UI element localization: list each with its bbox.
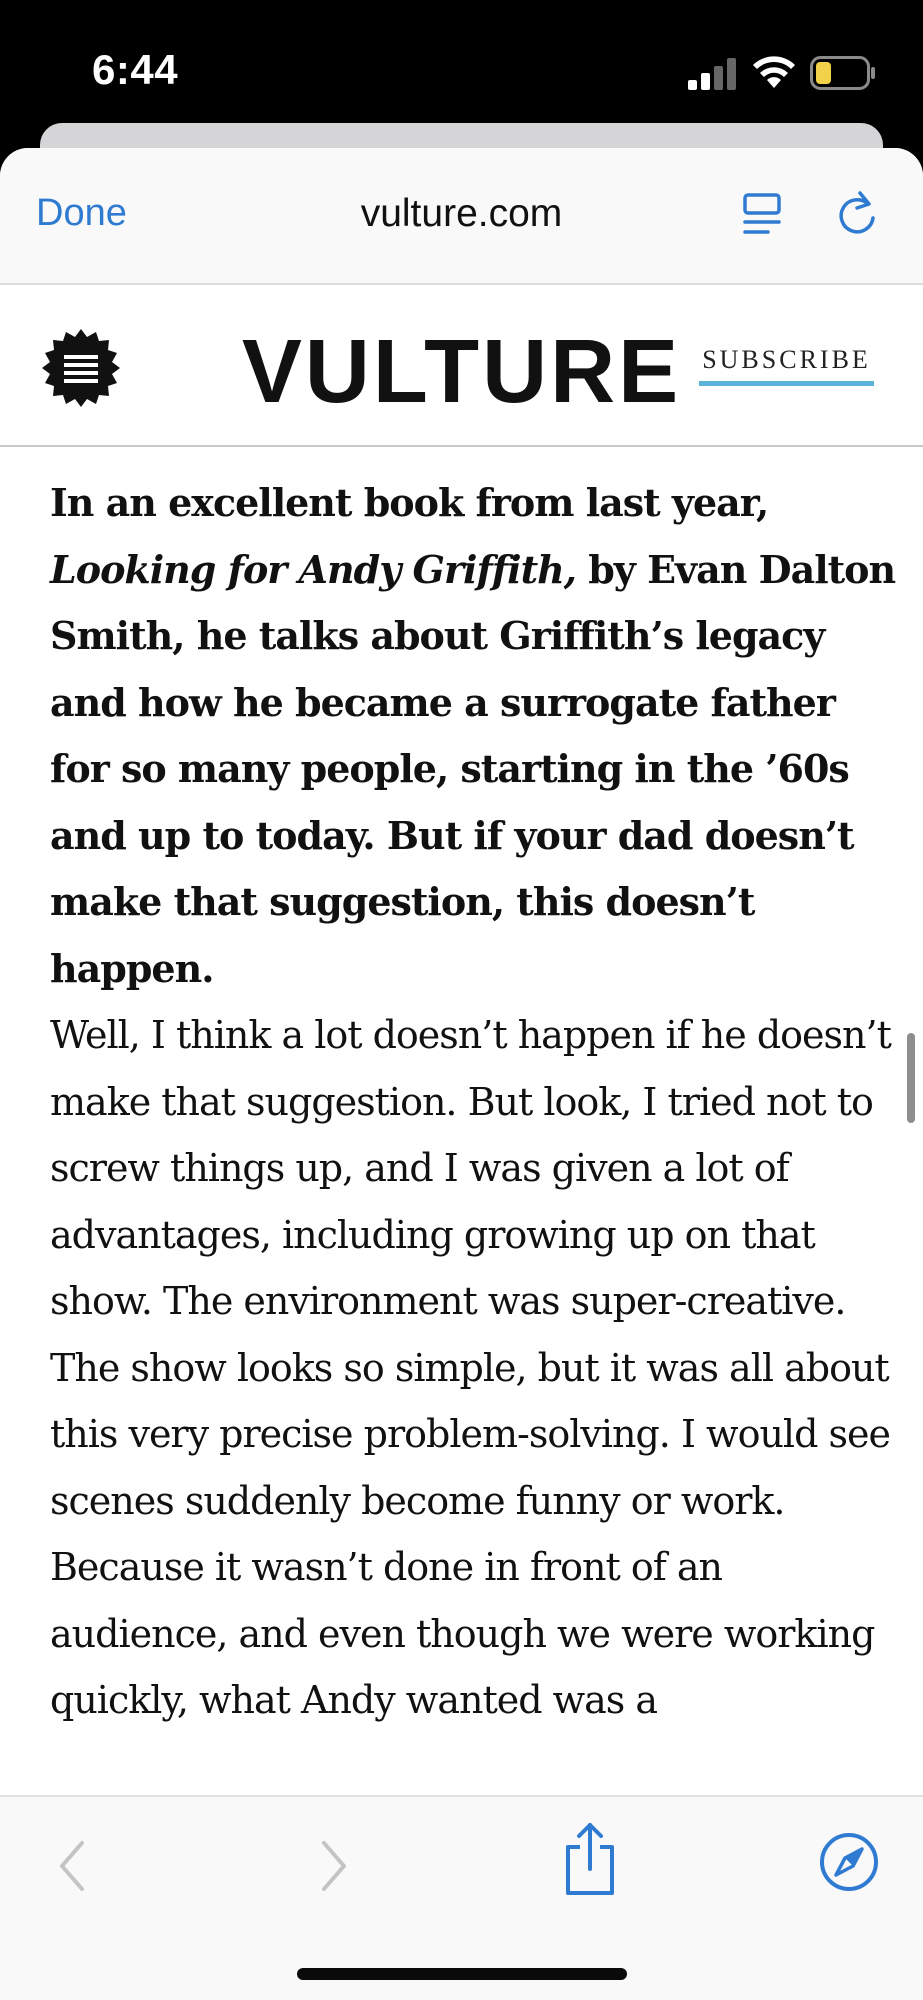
- vulture-logo[interactable]: VULTURE: [241, 322, 682, 422]
- status-time: 6:44: [92, 46, 179, 93]
- done-button[interactable]: Done: [36, 192, 127, 234]
- question-rest: by Evan Dalton Smith, he talks about Griffith’s legacy and how he became a surrogate father for so many people, starting in the ’60s and up to today. But if your dad doesn’t make that suggestion, this doesn’t happen.: [50, 546, 896, 991]
- browser-sheet: [0, 148, 923, 2000]
- status-bar: [0, 0, 923, 125]
- subscribe-link[interactable]: SUBSCRIBE: [699, 345, 874, 386]
- question-lead: In an excellent book from last year,: [50, 480, 769, 525]
- home-indicator[interactable]: [297, 1968, 627, 1980]
- url-label[interactable]: vulture.com: [360, 192, 563, 235]
- wifi-icon: [752, 52, 796, 90]
- reader-mode-icon[interactable]: [740, 192, 784, 238]
- chevron-right-icon[interactable]: [314, 1837, 354, 1895]
- interview-answer: Well, I think a lot doesn’t happen if he doesn’t make that suggestion. But look, I tried not to screw things up, and I was given a lot of advantages, including growing up on that show. The environment was super-creative. The show looks so simple, but it was all about this very precise problem-solving. I would see scenes suddenly become funny or work. Because it wasn’t done in front of an audience, and even though we were working quickly, what Andy wanted was a: [50, 1013, 891, 1722]
- compass-icon[interactable]: [818, 1831, 880, 1893]
- site-header: [0, 285, 923, 447]
- scroll-indicator[interactable]: [907, 1033, 915, 1123]
- article-body: [50, 470, 900, 1734]
- interview-question: [50, 470, 900, 1002]
- cellular-signal-icon: [688, 58, 738, 90]
- share-icon[interactable]: [560, 1821, 620, 1897]
- book-title: Looking for Andy Griffith,: [50, 546, 576, 592]
- reload-icon[interactable]: [834, 190, 880, 238]
- browser-toolbar: [0, 148, 923, 285]
- chevron-left-icon[interactable]: [52, 1837, 92, 1895]
- battery-low-icon: [810, 56, 876, 90]
- browser-bottom-bar: [0, 1795, 923, 2000]
